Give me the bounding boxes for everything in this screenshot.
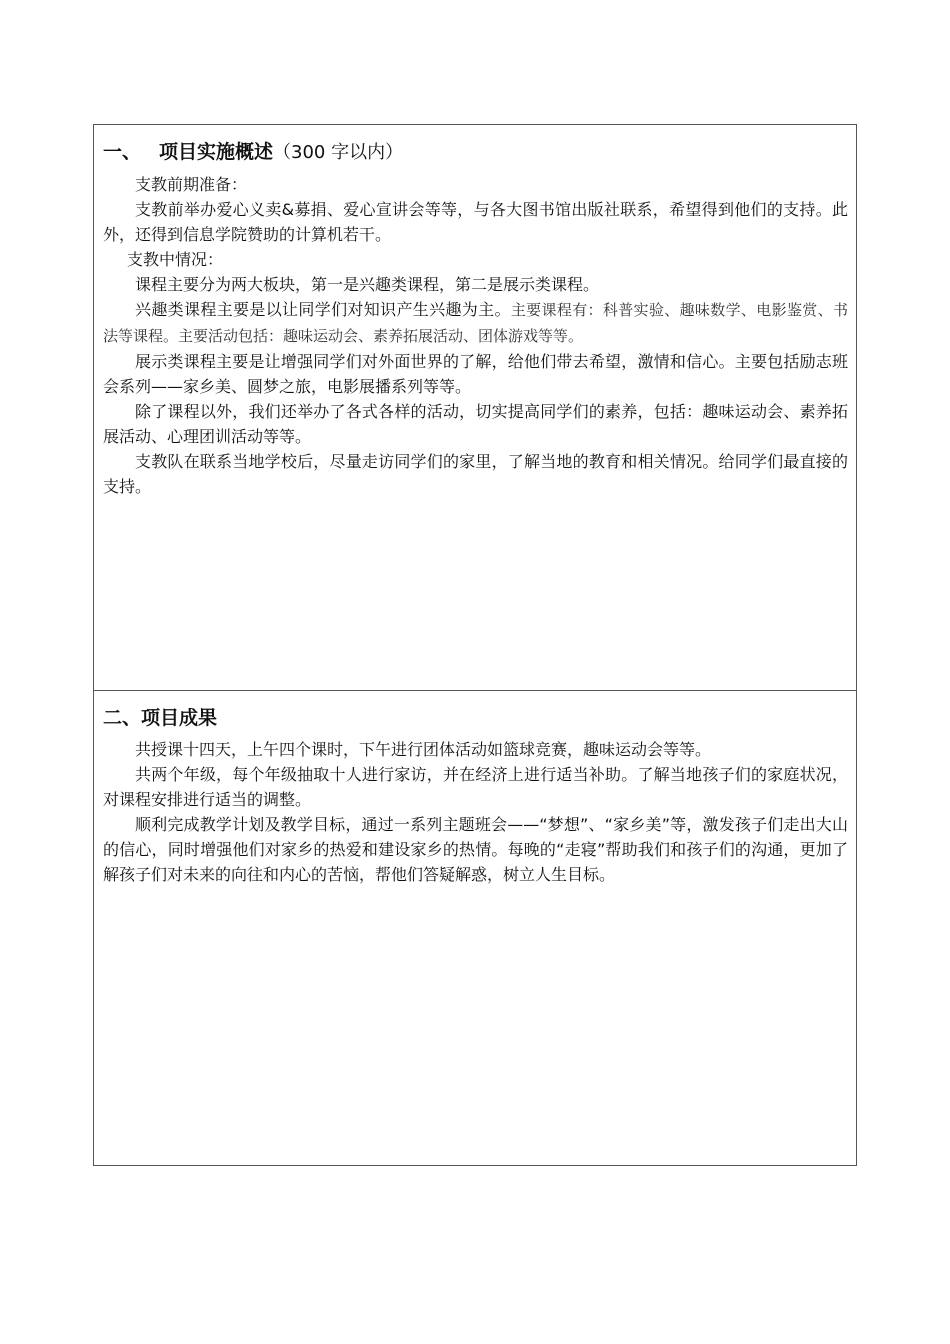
section-1-title: 项目实施概述 [159, 141, 274, 163]
display-course-text: 展示类课程主要是让增强同学们对外面世界的了解，给他们带去希望，激情和信心。主要包括励志班会系列——家乡美、圆梦之旅，电影展播系列等等。 [103, 352, 848, 396]
interest-course-paragraph [103, 297, 848, 349]
results-home-visit-text: 共两个年级，每个年级抽取十人进行家访，并在经济上进行适当补助。了解当地孩子们的家庭状况，对课程安排进行适当的调整。 [103, 765, 848, 809]
activities-text: 除了课程以外，我们还举办了各式各样的活动，切实提高同学们的素养，包括：趣味运动会、素养拓展活动、心理团训活动等等。 [103, 402, 848, 446]
section-implementation-overview [94, 125, 856, 691]
during-teaching-label: 支教中情况： [127, 250, 224, 269]
section-2-title: 二、项目成果 [103, 707, 218, 729]
report-form-table [93, 124, 857, 1166]
interest-course-details: 主要课程有：科普实验、趣味数学、电影鉴赏、书法等课程。主要活动包括：趣味运动会、素养拓展活动、团体游戏等等。 [103, 301, 848, 345]
results-goals-text: 顺利完成教学计划及教学目标，通过一系列主题班会——“梦想”、“家乡美”等，激发孩子们走出大山的信心，同时增强他们对家乡的热爱和建设家乡的热情。每晚的“走寝”帮助我们和孩子们的沟通，更加了解孩子们对未来的向往和内心的苦恼，帮他们答疑解惑，树立人生目标。 [103, 815, 848, 884]
section-1-word-limit-note: （300 字以内） [273, 142, 404, 163]
section-project-results [94, 691, 856, 1165]
results-teaching-days-text: 共授课十四天，上午四个课时，下午进行团体活动如篮球竞赛，趣味运动会等等。 [135, 740, 712, 759]
course-overview-text: 课程主要分为两大板块，第一是兴趣类课程，第二是展示类课程。 [135, 275, 600, 294]
section-1-number: 一、 [103, 141, 142, 163]
section-2-heading [103, 701, 848, 735]
interest-course-text: 兴趣类课程主要是以让同学们对知识产生兴趣为主。 [135, 300, 511, 319]
pre-preparation-label: 支教前期准备： [135, 175, 248, 194]
home-visit-text: 支教队在联系当地学校后，尽量走访同学们的家里，了解当地的教育和相关情况。给同学们最直接的支持。 [103, 452, 848, 496]
pre-preparation-text: 支教前举办爱心义卖&募捐、爱心宣讲会等等，与各大图书馆出版社联系，希望得到他们的支持。此外，还得到信息学院赞助的计算机若干。 [103, 200, 848, 244]
section-1-heading [103, 135, 848, 170]
